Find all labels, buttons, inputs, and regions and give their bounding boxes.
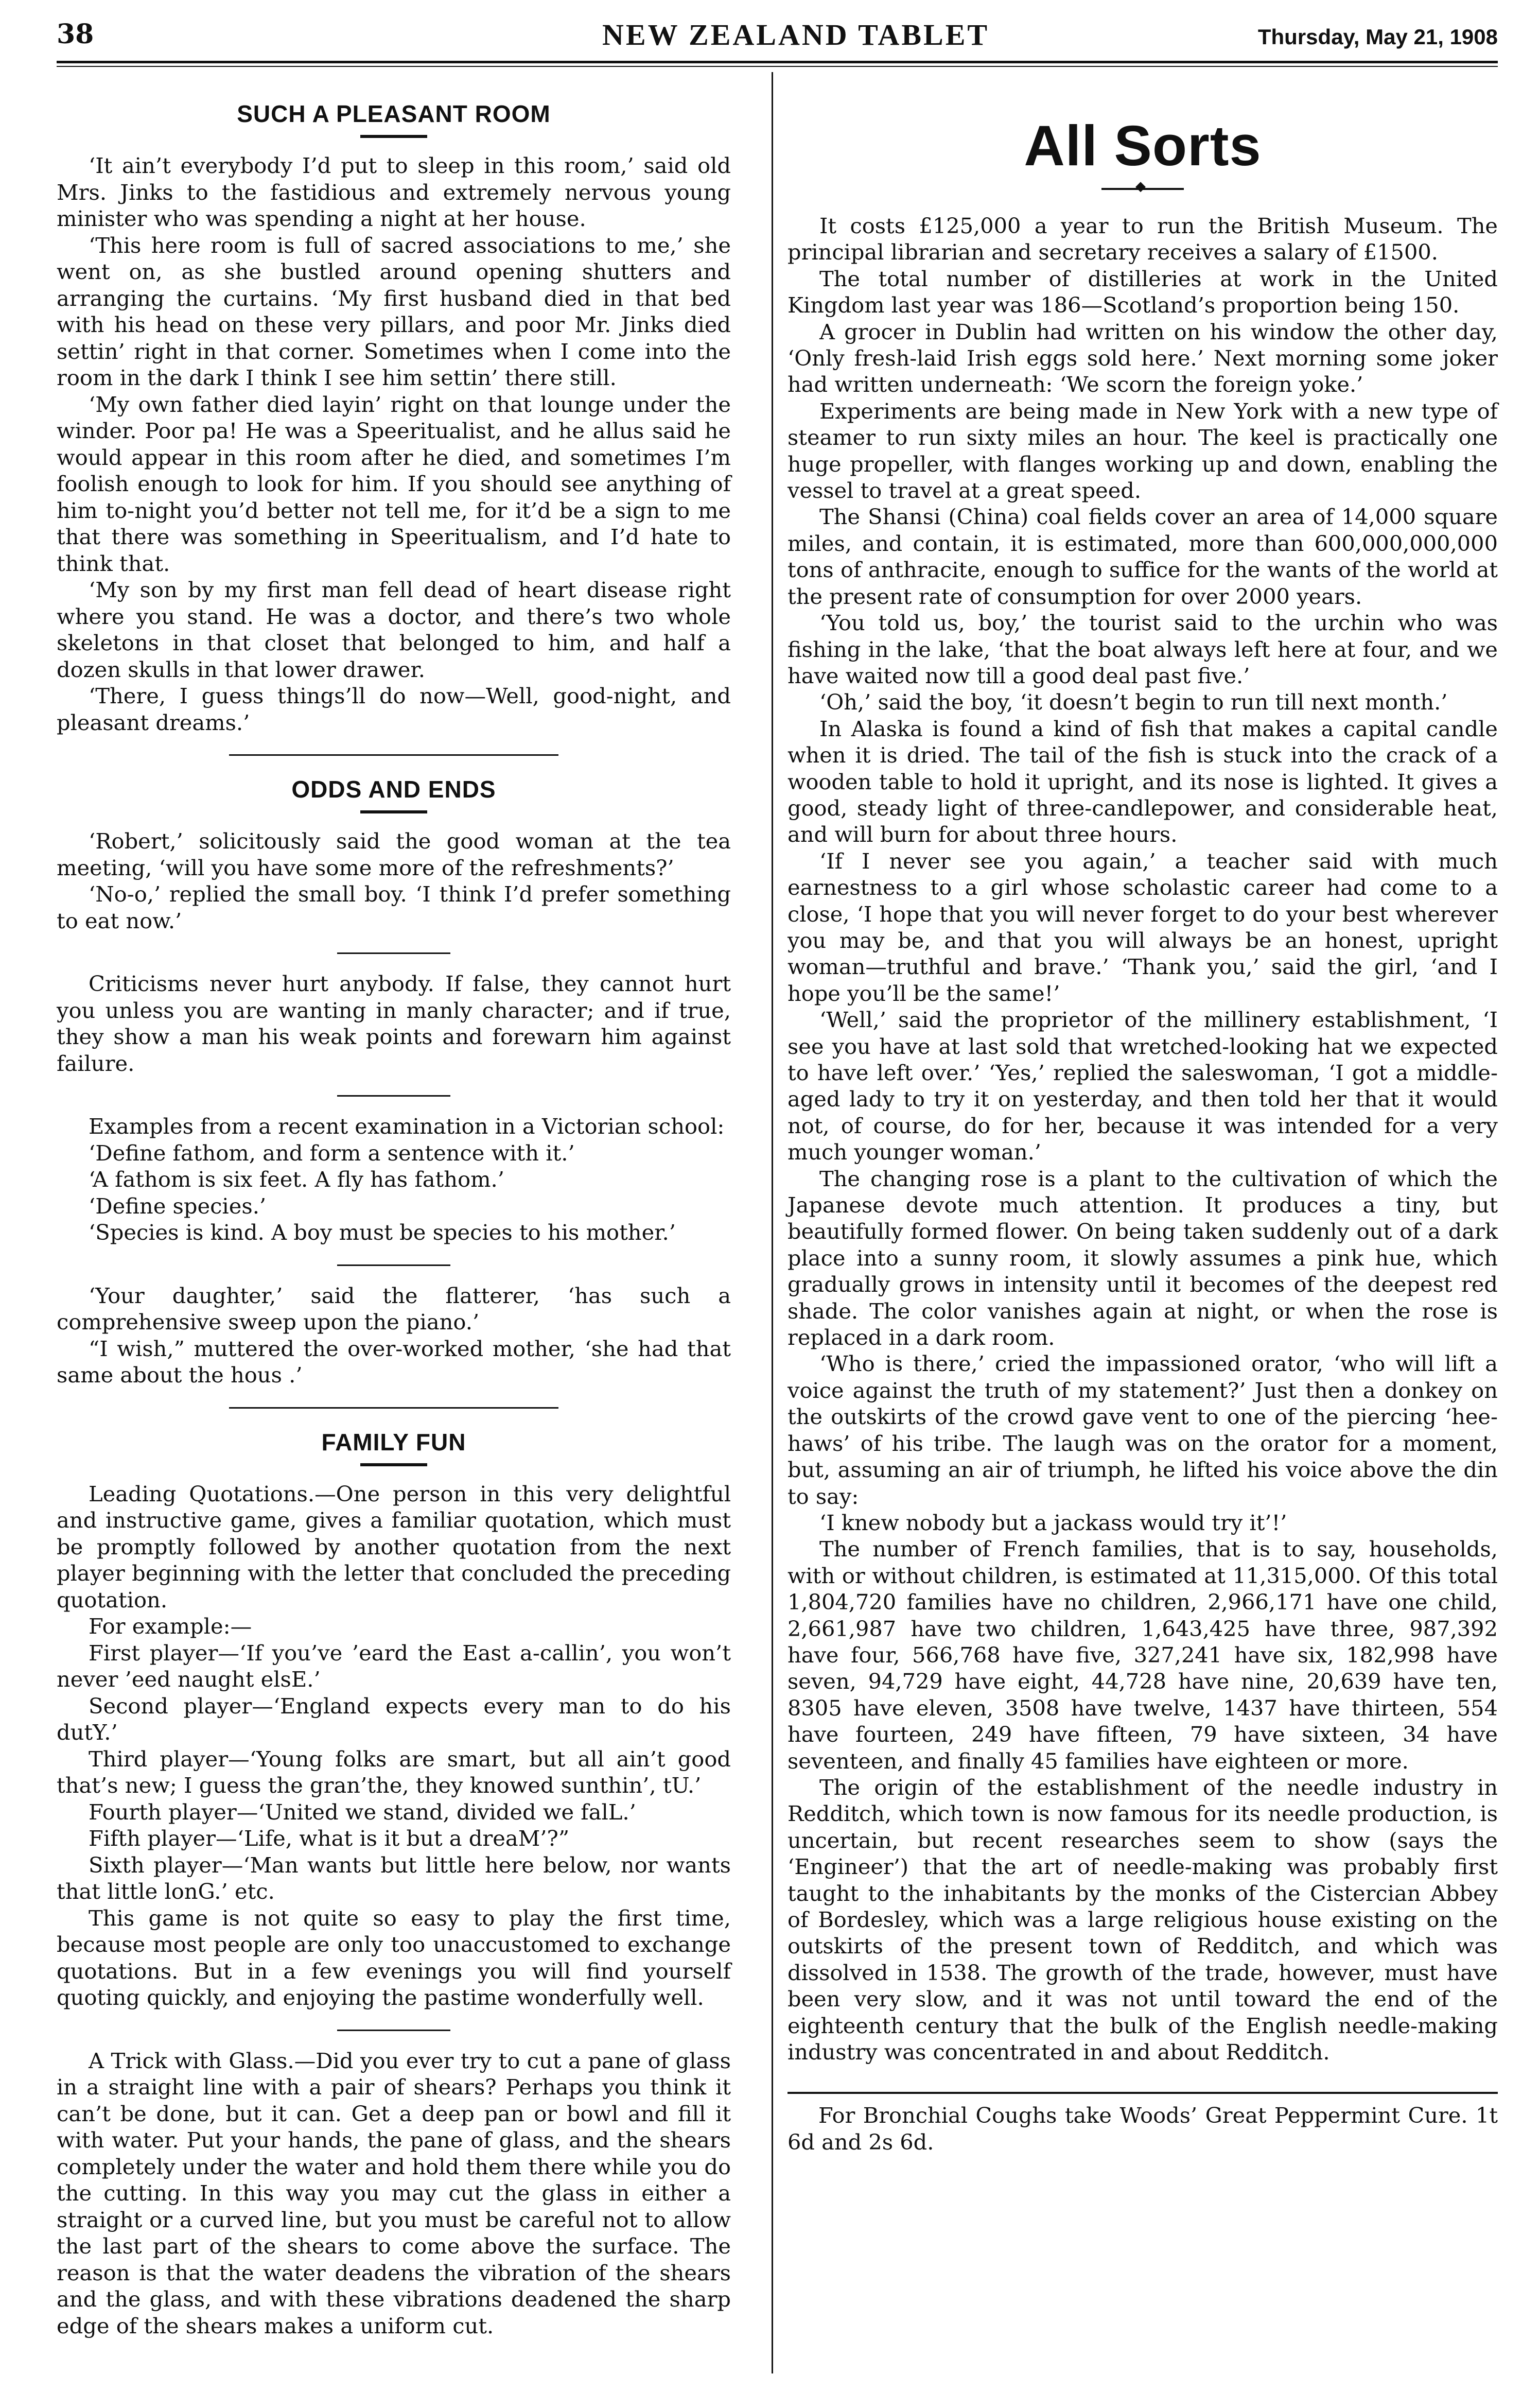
section-divider bbox=[229, 754, 558, 756]
heading-ornament bbox=[360, 1463, 427, 1466]
left-column bbox=[57, 77, 731, 2339]
section-heading-all-sorts: All Sorts bbox=[1024, 114, 1262, 178]
heading-ornament bbox=[360, 135, 427, 138]
article-paragraph: Fourth player—‘United we stand, divided we falL.’ bbox=[89, 1799, 636, 1825]
article-paragraph: ‘If I never see you again,’ a teacher said with much earnestness to a girl whose scholastic career had come to a close, ‘I hope that you will never forget to do your best wherever you may be, and that you will always be an honest, upright woman—truthful and brave.’ ‘Thank you,’ said the girl, ‘and I hope you’ll be the same!’ bbox=[787, 848, 1498, 1006]
article-paragraph: The changing rose is a plant to the cultivation of which the Japanese devote much attention. It produces a tiny, but beautifully formed flower. On being taken suddenly out of a dark place into a sunny room, it slowly assumes a pink hue, which gradually grows in intensity until it becomes of the deepest red shade. The color vanishes again at night, or when the rose is replaced in a dark room. bbox=[787, 1166, 1498, 1350]
article-paragraph: Leading Quotations.—One person in this very delightful and instructive game, gives a familiar quotation, which must be promptly followed by another quotation from the next player beginning with the letter that concluded the preceding quotation. bbox=[57, 1481, 731, 1613]
article-paragraph: The Shansi (China) coal fields cover an area of 14,000 square miles, and contain, it is estimated, more than 600,000,000,000 tons of anthracite, enough to suffice for the wants of the world at the present rate of consumption for over 2000 years. bbox=[787, 504, 1498, 609]
article-paragraph: ‘It ain’t everybody I’d put to sleep in this room,’ said old Mrs. Jinks to the fastidious and extremely nervous young minister who was spending a night at her house. bbox=[57, 153, 731, 231]
section-heading-odds-and-ends: ODDS AND ENDS bbox=[291, 776, 496, 803]
publication-title: NEW ZEALAND TABLET bbox=[602, 18, 990, 51]
heading-ornament bbox=[360, 810, 427, 813]
item-divider bbox=[337, 1264, 450, 1266]
article-paragraph: The number of French families, that is to say, households, with or without children, is estimated at 11,315,000. Of this total 1,804,720 families have no children, 2,966,171 have one child, 2,661,987 have two children, 1,643,425 have three, 987,392 have four, 566,768 have five, 327,241 have six, 182,998 have seven, 94,729 have eight, 44,728 have nine, 20,639 have ten, 8305 have eleven, 3508 have twelve, 1437 have thirteen, 554 have fourteen, 249 have fifteen, 79 have sixteen, 34 have seventeen, and finally 45 families have eighteen or more. bbox=[787, 1536, 1498, 1774]
article-paragraph: ‘There, I guess things’ll do now—Well, good-night, and pleasant dreams.’ bbox=[57, 683, 731, 735]
page-number: 38 bbox=[57, 19, 94, 50]
article-paragraph: ‘You told us, boy,’ the tourist said to the urchin who was fishing in the lake, ‘that the boat always left here at four, and we have waited now till a good deal past five.’ bbox=[787, 610, 1498, 688]
article-paragraph: ‘No-o,’ replied the small boy. ‘I think I’d prefer something to eat now.’ bbox=[57, 881, 731, 933]
right-column bbox=[787, 77, 1498, 2155]
article-paragraph: This game is not quite so easy to play the first time, because most people are only too unaccustomed to exchange quotations. But in a few evenings you will find yourself quoting quickly, and enjoying the pastime wonderfully well. bbox=[57, 1905, 731, 2010]
article-paragraph: A grocer in Dublin had written on his window the other day, ‘Only fresh-laid Irish eggs sold here.’ Next morning some joker had written underneath: ‘We scorn the foreign yoke.’ bbox=[787, 319, 1498, 397]
article-paragraph: Second player—‘England expects every man to do his dutY.’ bbox=[57, 1693, 731, 1745]
article-paragraph: Criticisms never hurt anybody. If false, they cannot hurt you unless you are wanting in manly character; and if true, they show a man his weak points and forewarn him against failure. bbox=[57, 971, 731, 1076]
section-heading-family-fun: FAMILY FUN bbox=[321, 1428, 466, 1455]
article-paragraph: ‘Well,’ said the proprietor of the millinery establishment, ‘I see you have at last sold that wretched-looking hat we expected to have left over.’ ‘Yes,’ replied the saleswoman, ‘I got a middle-aged lady to try it on yesterday, and then told her that it would not, of course, do for her, because it was intended for a very much younger woman.’ bbox=[787, 1007, 1498, 1165]
article-paragraph: For example:— bbox=[89, 1614, 252, 1639]
article-paragraph: ‘Define fathom, and form a sentence with it.’ bbox=[89, 1140, 575, 1166]
article-paragraph: Third player—‘Young folks are smart, but all ain’t good that’s new; I guess the gran’the, they knowed sunthin’, tU.’ bbox=[57, 1746, 731, 1798]
masthead bbox=[57, 14, 1498, 62]
article-paragraph: ‘I knew nobody but a jackass would try it’!’ bbox=[819, 1510, 1287, 1535]
article-paragraph: ‘Define species.’ bbox=[89, 1193, 267, 1219]
article-paragraph: In Alaska is found a kind of fish that makes a capital candle when it is dried. The tail of the fish is stuck into the crack of a wooden table to hold it upright, and its nose is lighted. It gives a good, steady light of three-candlepower, and considerable heat, and will burn for about three hours. bbox=[787, 716, 1498, 847]
article-paragraph: ‘Your daughter,’ said the flatterer, ‘has such a comprehensive sweep upon the piano.’ bbox=[57, 1282, 731, 1334]
article-paragraph: Sixth player—‘Man wants but little here below, nor wants that little lonG.’ etc. bbox=[57, 1852, 731, 1904]
article-paragraph: ‘My son by my first man fell dead of heart disease right where you stand. He was a doctor, and there’s two whole skeletons in that closet that belonged to him, and half a dozen skulls in that lower drawer. bbox=[57, 577, 731, 682]
article-paragraph: ‘Who is there,’ cried the impassioned orator, ‘who will lift a voice against the truth of my statement?’ Just then a donkey on the outskirts of the crowd gave vent to one of the piercing ‘hee-haws’ of his tribe. The laugh was on the orator for a moment, but, assuming an air of triumph, he lifted his voice above the din to say: bbox=[787, 1351, 1498, 1509]
advertisement bbox=[787, 2092, 1498, 2155]
item-divider bbox=[337, 952, 450, 954]
heading-ornament bbox=[1101, 188, 1184, 190]
column-divider bbox=[772, 72, 773, 2373]
article-paragraph: ‘Species is kind. A boy must be species to his mother.’ bbox=[89, 1220, 676, 1245]
section-heading-pleasant-room: SUCH A PLEASANT ROOM bbox=[237, 100, 551, 127]
item-divider bbox=[337, 1095, 450, 1097]
article-paragraph: “I wish,” muttered the over-worked mother, ‘she had that same about the hous .’ bbox=[57, 1336, 731, 1388]
header-rule-thin bbox=[57, 66, 1498, 67]
advertisement-text: For Bronchial Coughs take Woods’ Great Peppermint Cure. 1t 6d and 2s 6d. bbox=[787, 2103, 1498, 2155]
header-rule bbox=[57, 61, 1498, 63]
article-paragraph: Examples from a recent examination in a Victorian school: bbox=[89, 1114, 725, 1139]
article-paragraph: ‘Robert,’ solicitously said the good woman at the tea meeting, ‘will you have some more of the refreshments?’ bbox=[57, 828, 731, 880]
issue-date: Thursday, May 21, 1908 bbox=[1257, 25, 1498, 49]
article-paragraph: It costs £125,000 a year to run the British Museum. The principal librarian and secretary receives a salary of £1500. bbox=[787, 213, 1498, 265]
article-paragraph: A Trick with Glass.—Did you ever try to cut a pane of glass in a straight line with a pair of shears? Perhaps you think it can’t be done, but it can. Get a deep pan or bowl and fill it with water. Put your hands, the pane of glass, and the shears completely under the water and hold them there while you do the cutting. In this way you may cut the glass in either a straight or a curved line, but you must be careful not to allow the last part of the shears to come above the surface. The reason is that the water deadens the vibration of the shears and the glass, and with these vibrations deadened the sharp edge of the shears makes a uniform cut. bbox=[57, 2048, 731, 2338]
article-paragraph: Experiments are being made in New York with a new type of steamer to run sixty miles an hour. The keel is practically one huge propeller, with flanges working up and down, enabling the vessel to travel at a great speed. bbox=[787, 398, 1498, 504]
article-paragraph: ‘Oh,’ said the boy, ‘it doesn’t begin to run till next month.’ bbox=[819, 689, 1448, 715]
article-paragraph: First player—‘If you’ve ’eard the East a-callin’, you won’t never ’eed naught elsE.’ bbox=[57, 1640, 731, 1692]
article-paragraph: ‘My own father died layin’ right on that lounge under the winder. Poor pa! He was a Speeritualist, and he allus said he would appear in this room after he died, and sometimes I’m foolish enough to look for him. If you should see anything of him to-night you’d better not tell me, for it’d be a sign to me that there was something in Speeritualism, and I’d hate to think that. bbox=[57, 391, 731, 576]
section-divider bbox=[229, 1407, 558, 1409]
article-paragraph: Fifth player—‘Life, what is it but a dreaM’?” bbox=[89, 1826, 570, 1851]
article-paragraph: ‘This here room is full of sacred associations to me,’ she went on, as she bustled around opening shutters and arranging the curtains. ‘My first husband died in that bed with his head on these very pillars, and poor Mr. Jinks died settin’ right in that corner. Sometimes when I come into the room in the dark I think I see him settin’ there still. bbox=[57, 232, 731, 390]
article-paragraph: The origin of the establishment of the needle industry in Redditch, which town is now famous for its needle production, is uncertain, but recent researches seem to show (says the ‘Engineer’) that the art of needle-making was probably first taught to the inhabitants by the monks of the Cistercian Abbey of Bordesley, which was a large religious house existing on the outskirts of the present town of Redditch, and which was dissolved in 1538. The growth of the trade, however, must have been very slow, and it was not until toward the end of the eighteenth century that the bulk of the English needle-making industry was concentrated in and about Redditch. bbox=[787, 1774, 1498, 2065]
article-paragraph: ‘A fathom is six feet. A fly has fathom.’ bbox=[89, 1167, 504, 1192]
article-paragraph: The total number of distilleries at work in the United Kingdom last year was 186—Scotland’s proportion being 150. bbox=[787, 266, 1498, 318]
item-divider bbox=[337, 2030, 450, 2031]
